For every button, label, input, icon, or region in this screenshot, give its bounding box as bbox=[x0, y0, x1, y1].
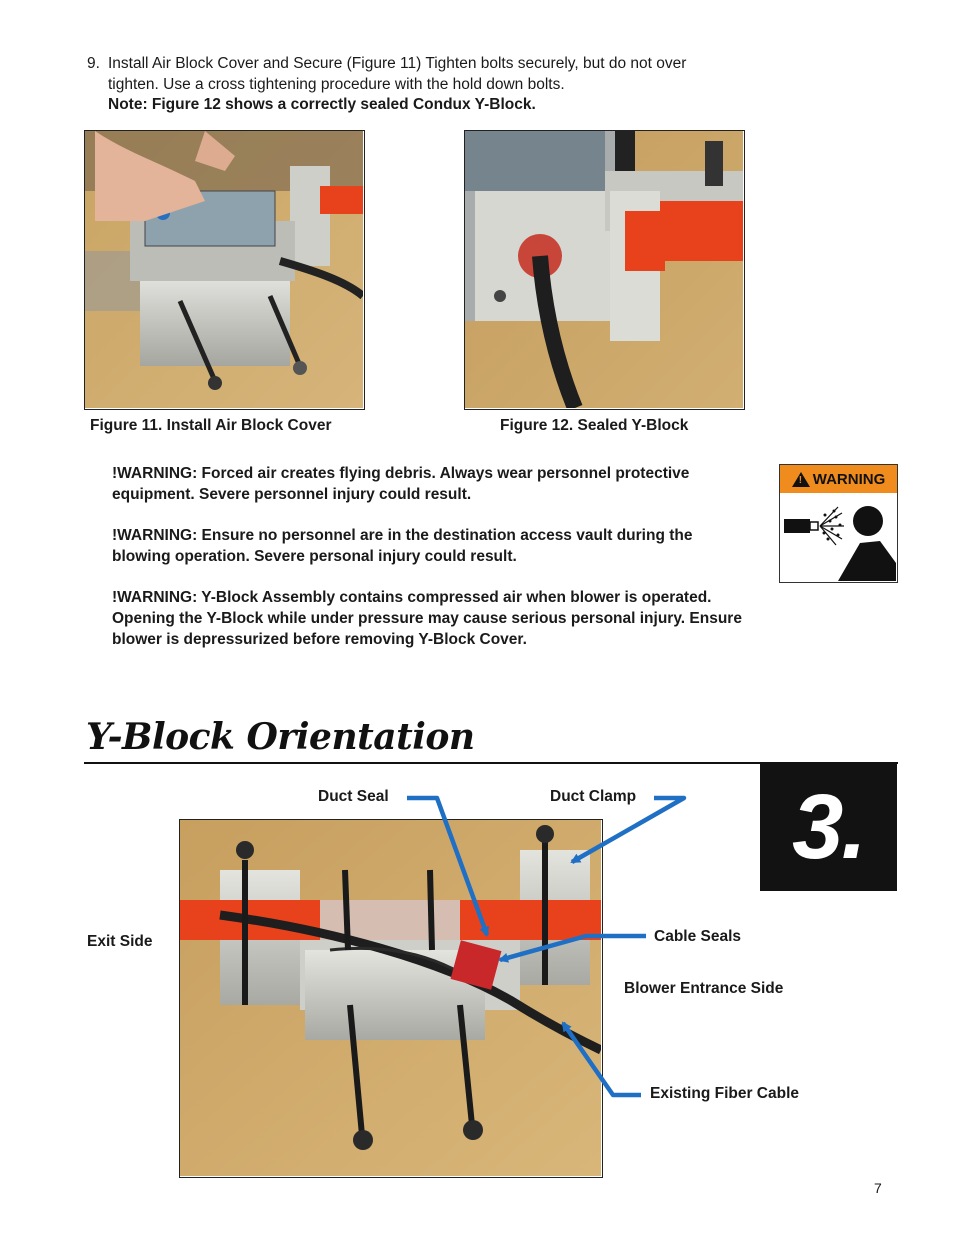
label-duct-seal: Duct Seal bbox=[318, 788, 389, 805]
label-cable-seals: Cable Seals bbox=[654, 928, 742, 945]
figure-12-caption: Figure 12. Sealed Y-Block bbox=[500, 417, 689, 434]
duct-seal-arrow bbox=[407, 798, 487, 935]
warning-text: !WARNING: Y-Block Assembly contains compressed air when blower is operated. Opening the Y-Block while under pressure may cause serious personal injury. Ensure blower is depressurized before removing Y-Block Cover. bbox=[112, 589, 742, 648]
cable-seals-arrow bbox=[500, 936, 646, 960]
warning-text: !WARNING: Ensure no personnel are in the destination access vault during the blowing operation. Severe personal injury could result. bbox=[112, 527, 693, 565]
label-blower-entrance-side: Blower Entrance Side bbox=[624, 980, 784, 997]
section-title: Y-Block Orientation bbox=[86, 716, 475, 758]
label-exit-side: Exit Side bbox=[87, 933, 153, 950]
duct-clamp-arrow bbox=[572, 798, 684, 862]
step-note: Note: Figure 12 shows a correctly sealed Condux Y-Block. bbox=[108, 96, 536, 113]
step-number: 9. bbox=[87, 55, 100, 72]
label-duct-clamp: Duct Clamp bbox=[550, 788, 637, 805]
step-text: Install Air Block Cover and Secure (Figure 11) Tighten bolts securely, but do not over tighten. Use a cross tightening procedure with the hold down bolts. bbox=[108, 55, 687, 93]
existing-fiber-cable-arrow bbox=[563, 1023, 641, 1095]
warning-text: !WARNING: Forced air creates flying debris. Always wear personnel protective equipment. Severe personnel injury could result. bbox=[112, 465, 690, 503]
section-number-badge: 3. bbox=[760, 763, 897, 891]
page-number: 7 bbox=[874, 1180, 882, 1196]
warning-label: WARNING bbox=[812, 470, 886, 488]
label-existing-fiber-cable: Existing Fiber Cable bbox=[650, 1085, 800, 1102]
figure-11-caption: Figure 11. Install Air Block Cover bbox=[90, 417, 332, 434]
